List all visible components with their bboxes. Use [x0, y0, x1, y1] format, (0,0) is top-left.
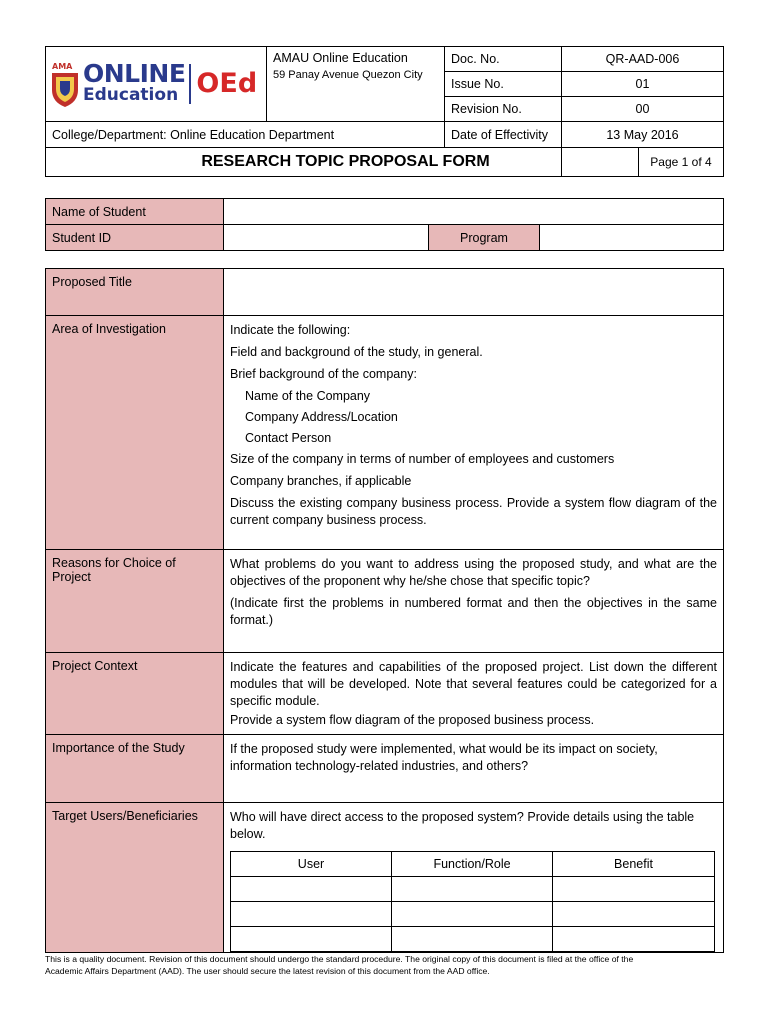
table-row: [231, 927, 715, 952]
area-line: Brief background of the company:: [230, 367, 417, 381]
project-context-label: Project Context: [46, 653, 224, 735]
table-cell[interactable]: [553, 877, 715, 902]
context-line: Provide a system flow diagram of the proposed business process.: [230, 713, 595, 727]
revision-no-label: Revision No.: [445, 97, 562, 122]
document-header: [45, 46, 724, 177]
area-line: Field and background of the study, in general.: [230, 345, 483, 359]
department-cell: College/Department: Online Education Department: [46, 122, 445, 148]
target-users-label: Target Users/Beneficiaries: [46, 803, 224, 953]
area-line: Contact Person: [245, 431, 332, 445]
student-id-field[interactable]: [224, 225, 429, 251]
importance-label: Importance of the Study: [46, 735, 224, 803]
organization-name: AMAU Online Education: [273, 51, 408, 65]
function-role-column-header: Function/Role: [392, 852, 553, 877]
table-cell[interactable]: [553, 927, 715, 952]
proposed-title-field[interactable]: [224, 269, 724, 316]
table-cell[interactable]: [553, 902, 715, 927]
area-line: Name of the Company: [245, 389, 371, 403]
page-number-cell: [562, 148, 724, 177]
program-label: Program: [429, 225, 540, 251]
benefit-column-header: Benefit: [553, 852, 715, 877]
ama-mark: AMA: [52, 62, 73, 71]
reasons-line: (Indicate first the problems in numbered format and then the objectives in the same format.): [230, 596, 717, 627]
area-line: Size of the company in terms of number of employees and customers: [230, 452, 615, 466]
area-line: Indicate the following:: [230, 323, 351, 337]
area-of-investigation-label: Area of Investigation: [46, 316, 224, 550]
student-id-label: Student ID: [46, 225, 224, 251]
logo-online-text: ONLINE: [83, 59, 186, 88]
footer-note: [45, 953, 725, 977]
project-context-content: [224, 653, 724, 735]
name-of-student-field[interactable]: [224, 199, 724, 225]
revision-no-value: 00: [562, 97, 724, 122]
footer-line: This is a quality document. Revision of this document should undergo the standard procedure. The original copy of this document is filed at the office of the: [45, 954, 634, 964]
effectivity-label: Date of Effectivity: [445, 122, 562, 148]
online-education-logo: [50, 60, 262, 108]
reasons-label: Reasons for Choice of Project: [46, 550, 224, 653]
issue-no-value: 01: [562, 72, 724, 97]
organization-cell: [267, 47, 445, 122]
importance-text: If the proposed study were implemented, what would be its impact on society, information technology-related industries, and others?: [230, 742, 658, 773]
effectivity-value: 13 May 2016: [562, 122, 724, 148]
table-cell[interactable]: [231, 927, 392, 952]
form-title: RESEARCH TOPIC PROPOSAL FORM: [46, 148, 562, 177]
proposal-form-table: [45, 268, 724, 953]
table-cell[interactable]: [231, 877, 392, 902]
page-number: Page 1 of 4: [638, 148, 723, 176]
name-of-student-label: Name of Student: [46, 199, 224, 225]
area-line: Company branches, if applicable: [230, 474, 412, 488]
program-field[interactable]: [540, 225, 724, 251]
ama-shield-icon: [50, 60, 80, 108]
doc-no-value: QR-AAD-006: [562, 47, 724, 72]
table-cell[interactable]: [392, 877, 553, 902]
importance-content: [224, 735, 724, 803]
table-row: [231, 902, 715, 927]
doc-no-label: Doc. No.: [445, 47, 562, 72]
area-of-investigation-content: [224, 316, 724, 550]
table-cell[interactable]: [392, 902, 553, 927]
target-users-content: [224, 803, 724, 953]
table-cell[interactable]: [392, 927, 553, 952]
logo-cell: [46, 47, 267, 122]
target-text: Who will have direct access to the proposed system? Provide details using the table below.: [230, 810, 695, 841]
logo-education-text: Education: [83, 85, 179, 105]
area-line: Discuss the existing company business process. Provide a system flow diagram of the current company business process.: [230, 496, 717, 527]
proposed-title-label: Proposed Title: [46, 269, 224, 316]
reasons-line: What problems do you want to address using the proposed study, and what are the objectives of the proponent why he/she chose that specific topic?: [230, 557, 717, 588]
user-column-header: User: [231, 852, 392, 877]
reasons-content: [224, 550, 724, 653]
context-line: Indicate the features and capabilities of the proposed project. List down the different modules that will be developed. Note that several features could be categorized for a specific module.: [230, 660, 717, 708]
student-info-table: [45, 198, 724, 251]
table-cell[interactable]: [231, 902, 392, 927]
target-users-table: [230, 851, 715, 952]
logo-oed-text: OEd: [189, 64, 257, 104]
organization-address: 59 Panay Avenue Quezon City: [273, 69, 423, 81]
area-line: Company Address/Location: [245, 410, 398, 424]
footer-line: Academic Affairs Department (AAD). The user should secure the latest revision of this document from the AAD office.: [45, 966, 490, 976]
table-row: [231, 877, 715, 902]
issue-no-label: Issue No.: [445, 72, 562, 97]
page-number-spacer: [562, 148, 638, 176]
